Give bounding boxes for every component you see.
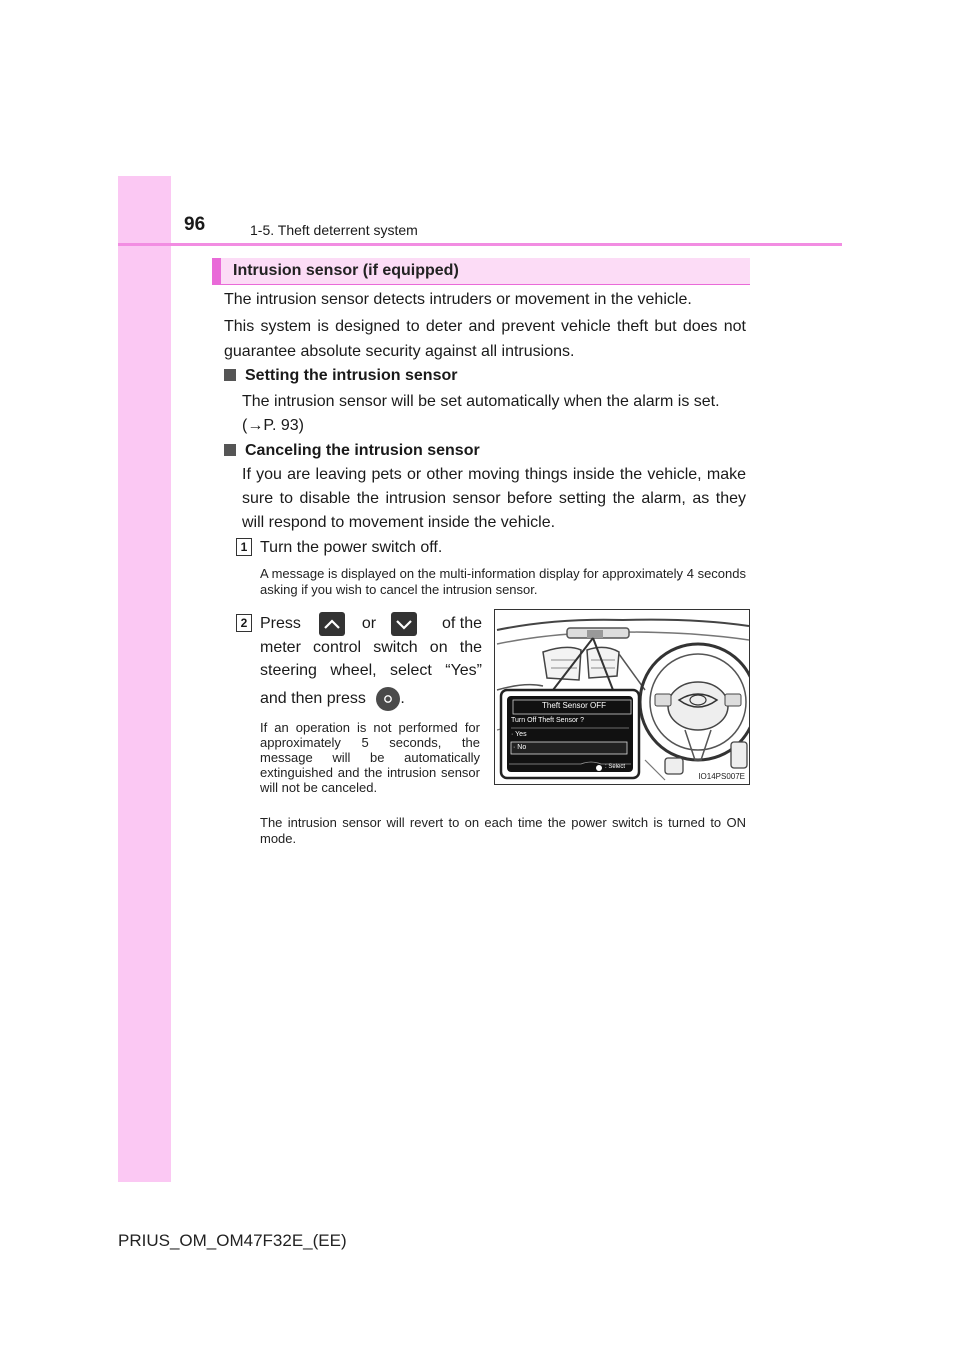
step-1-note: A message is displayed on the multi-information display for approximately 4 seconds asking if you wish to cancel the intrusion sensor. <box>260 566 746 597</box>
final-note: The intrusion sensor will revert to on each time the power switch is turned to ON mode. <box>260 815 746 846</box>
canceling-text: If you are leaving pets or other moving things inside the vehicle, make sure to disable the intrusion sensor before setting the alarm, as they will respond to movement inside the vehicle. <box>242 466 746 531</box>
intro-paragraph-1: The intrusion sensor detects intruders or movement in the vehicle. <box>224 291 692 308</box>
square-bullet-icon <box>224 444 236 456</box>
footer-document-code: PRIUS_OM_OM47F32E_(EE) <box>118 1231 347 1250</box>
setting-text: The intrusion sensor will be set automatically when the alarm is set. <box>242 393 720 410</box>
ok-button-icon <box>376 687 400 711</box>
step-2-text-line-1 <box>260 612 482 636</box>
step-2-text-line-3: steering wheel, select “Yes” <box>260 662 482 679</box>
step-number-2: 2 <box>236 614 252 632</box>
page-number: 96 <box>184 214 206 235</box>
sidebar-tab <box>118 176 171 1182</box>
display-option-no: · No <box>513 744 527 751</box>
square-bullet-icon <box>224 369 236 381</box>
subheading-canceling-text: Canceling the intrusion sensor <box>245 442 480 459</box>
step-2-text-line-2: meter control switch on the <box>260 639 482 656</box>
setting-page-reference: (→P. 93) <box>242 417 304 434</box>
step-2-or: or <box>361 615 377 633</box>
up-arrow-button-icon <box>319 612 345 636</box>
step-2-text-line-4 <box>260 686 482 712</box>
section-heading: Intrusion sensor (if equipped) <box>233 262 459 279</box>
step-number-1: 1 <box>236 538 252 556</box>
section-heading-box <box>212 258 750 285</box>
intro-paragraph-2: This system is designed to deter and prevent vehicle theft but does not guarantee absolute security against all intrusions. <box>224 318 746 360</box>
down-arrow-button-icon <box>391 612 417 636</box>
step-2-period: . <box>400 690 405 707</box>
dashboard-drawing <box>495 610 750 785</box>
step-2-note: If an operation is not performed for approximately 5 seconds, the message will be automatically extinguished and the intrusion sensor will not be canceled. <box>260 720 480 795</box>
display-option-yes: · Yes <box>511 731 527 738</box>
step-2-of-the: of the <box>441 615 482 632</box>
header-rule <box>118 243 842 246</box>
display-select-hint: : Select <box>605 764 626 770</box>
step-2-press: Press <box>260 615 301 633</box>
display-screen-title: Theft Sensor OFF <box>541 701 607 710</box>
subheading-setting-text: Setting the intrusion sensor <box>245 367 458 384</box>
subheading-canceling <box>224 441 480 461</box>
figure-code: IO14PS007E <box>698 772 745 781</box>
step-1-text: Turn the power switch off. <box>260 539 443 556</box>
dashboard-illustration <box>494 609 750 785</box>
subheading-setting <box>224 366 457 386</box>
section-title: 1-5. Theft deterrent system <box>250 222 418 238</box>
display-question: Turn Off Theft Sensor ? <box>511 717 585 724</box>
step-2-and-then-press: and then press <box>260 690 366 707</box>
